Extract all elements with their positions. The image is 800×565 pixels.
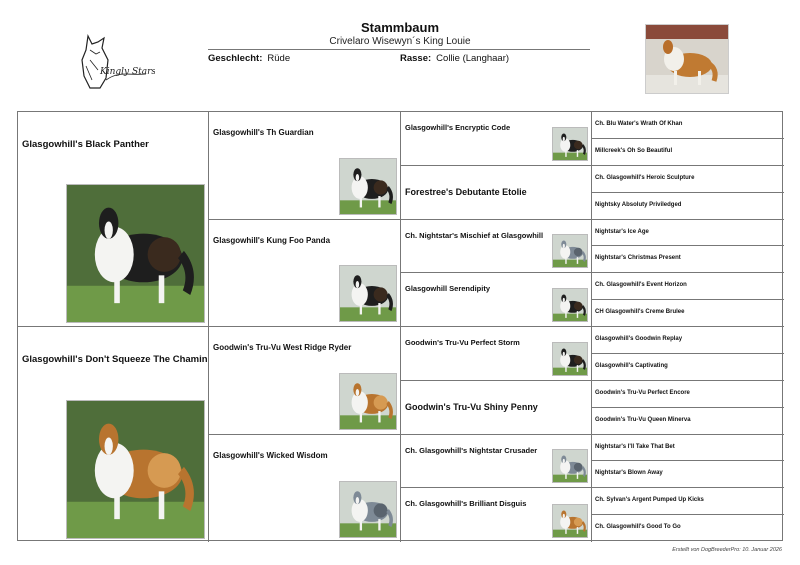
pedigree-cell xyxy=(592,515,784,542)
dog-name-label: Nightstar's Blown Away xyxy=(595,470,663,477)
dog-name-label: Goodwin's Tru-Vu Shiny Penny xyxy=(405,401,538,412)
pedigree-cell xyxy=(592,381,784,408)
dog-photo xyxy=(552,449,588,483)
dog-name-label: Forestree's Debutante Etolie xyxy=(405,186,527,197)
pedigree-cell xyxy=(592,246,784,273)
pedigree-cell xyxy=(592,461,784,488)
header-divider xyxy=(208,49,590,50)
dog-photo xyxy=(552,288,588,322)
dog-name-label: Glasgowhill's Don't Squeeze The Chamin xyxy=(22,354,208,365)
dog-name-label: Ch. Glasgowhill's Heroic Sculpture xyxy=(595,174,695,181)
dog-name-label: Glasgowhill's Wicked Wisdom xyxy=(213,450,328,460)
pedigree-cell xyxy=(592,139,784,166)
dog-photo xyxy=(339,373,397,430)
pedigree-cell xyxy=(401,327,592,381)
pedigree-cell xyxy=(401,220,592,274)
pedigree-cell xyxy=(592,354,784,381)
gender-label: Geschlecht: xyxy=(208,53,263,64)
pedigree-cell xyxy=(592,435,784,462)
dog-name-label: Glasgowhill's Black Panther xyxy=(22,139,149,150)
dog-name-label: Ch. Sylvan's Argent Pumped Up Kicks xyxy=(595,497,704,504)
dog-photo xyxy=(66,184,205,323)
dog-photo xyxy=(66,400,205,539)
pedigree-cell xyxy=(592,193,784,220)
dog-photo xyxy=(552,504,588,538)
dog-name-label: Ch. Glasgowhill's Nightstar Crusader xyxy=(405,445,538,455)
dog-photo xyxy=(552,127,588,161)
dog-name-label: Nightstar's Christmas Present xyxy=(595,255,681,262)
dog-photo xyxy=(339,265,397,322)
dog-photo xyxy=(552,342,588,376)
dog-name-label: Glasgowhill's Goodwin Replay xyxy=(595,336,683,342)
pedigree-cell xyxy=(401,166,592,220)
dog-name-label: Nightstar's Ice Age xyxy=(595,228,649,235)
dog-name-label: Ch. Glasgowhill's Event Horizon xyxy=(595,282,687,289)
dog-photo xyxy=(552,234,588,268)
pedigree-cell xyxy=(592,273,784,300)
dog-name-label: Ch. Nightstar's Mischief at Glasgowhill xyxy=(405,230,544,240)
dog-name-label: Goodwin's Tru-Vu West Ridge Ryder xyxy=(213,343,352,352)
dog-name: Crivelaro Wisewyn´s King Louie xyxy=(329,36,471,47)
gender-field xyxy=(208,53,290,64)
dog-name-label: Nightstar's I'll Take That Bet xyxy=(595,443,675,450)
pedigree-cell xyxy=(592,408,784,435)
gender-value: Rüde xyxy=(267,53,291,64)
dog-name-label: Goodwin's Tru-Vu Perfect Storm xyxy=(405,338,520,347)
pedigree-cell xyxy=(592,300,784,327)
pedigree-cell xyxy=(18,112,209,327)
pedigree-cell xyxy=(592,112,784,139)
logo-text: Kingly Stars xyxy=(100,67,155,77)
dog-name-label: Ch. Blu Water's Wrath Of Khan xyxy=(595,121,683,127)
pedigree-cell xyxy=(401,435,592,489)
pedigree-cell xyxy=(401,488,592,542)
breed-field xyxy=(400,53,509,64)
pedigree-cell xyxy=(209,220,401,328)
page-title: Stammbaum xyxy=(360,20,440,35)
pedigree-cell xyxy=(592,327,784,354)
dog-name-label: Ch. Glasgowhill's Brilliant Disguis xyxy=(405,499,527,509)
dog-name-label: Glasgowhill Serendipity xyxy=(405,284,491,294)
pedigree-cell xyxy=(209,112,401,220)
dog-name-label: Glasgowhill's Captivating xyxy=(595,362,668,369)
dog-name-label: CH Glasgowhill's Creme Brulee xyxy=(595,309,685,316)
pedigree-cell xyxy=(18,327,209,542)
pedigree-cell xyxy=(401,273,592,327)
pedigree-cell xyxy=(592,488,784,515)
pedigree-cell xyxy=(209,435,401,543)
breed-label: Rasse: xyxy=(400,53,432,64)
pedigree-cell xyxy=(592,220,784,247)
dog-name-label: Millcreek's Oh So Beautiful xyxy=(595,147,673,154)
dog-name-label: Glasgowhill's Encryptic Code xyxy=(405,123,511,132)
dog-photo xyxy=(339,158,397,215)
pedigree-cell xyxy=(401,381,592,435)
dog-photo xyxy=(339,481,397,538)
pedigree-cell xyxy=(592,166,784,193)
main-dog-photo xyxy=(645,24,729,94)
pedigree-table xyxy=(17,111,783,541)
dog-name-label: Goodwin's Tru-Vu Queen Minerva xyxy=(595,416,691,423)
dog-name-label: Glasgowhill's Th Guardian xyxy=(213,128,314,137)
dog-name-label: Ch. Glasgowhill's Good To Go xyxy=(595,524,681,531)
footer-credit: Erstellt von DogBreederPro: 10. Januar 2026 xyxy=(672,547,782,553)
dog-name-label: Glasgowhill's Kung Foo Panda xyxy=(213,235,331,245)
pedigree-cell xyxy=(209,327,401,435)
dog-name-label: Goodwin's Tru-Vu Perfect Encore xyxy=(595,389,690,396)
dog-name-label: Nightsky Absoluty Priviledged xyxy=(595,201,682,208)
pedigree-cell xyxy=(401,112,592,166)
breed-value: Collie (Langhaar) xyxy=(436,53,510,64)
